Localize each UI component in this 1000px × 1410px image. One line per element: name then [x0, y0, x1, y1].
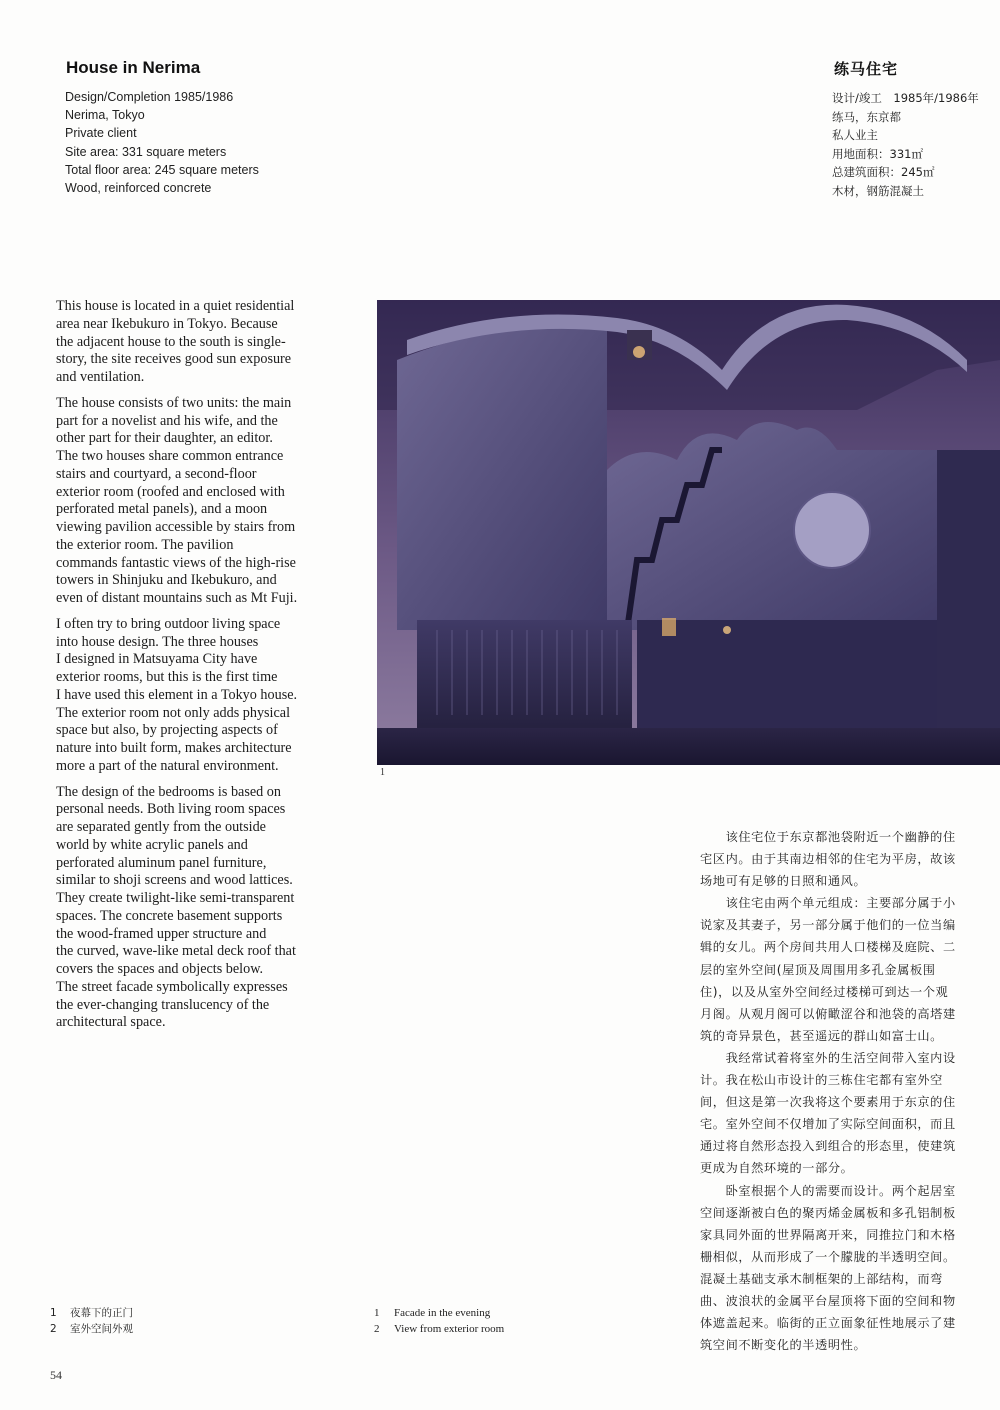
- text-line-cn: 该住宅位于东京都池袋附近一个幽静的住: [700, 830, 956, 844]
- text-line-cn: 体遮盖起来。临街的正立面象征性地展示了建: [700, 1316, 956, 1331]
- text-line-cn: 栅相似，从而形成了一个朦胧的半透明空间。: [700, 1249, 956, 1264]
- spec-location: Nerima, Tokyo: [65, 108, 145, 123]
- project-specs-cn: [832, 89, 979, 201]
- text-line: area near Ikebukuro in Tokyo. Because: [56, 315, 278, 332]
- text-line: world by white acrylic panels and: [56, 836, 248, 853]
- text-line-cn: 辑的女儿。两个房间共用人口楼梯及庭院、二: [700, 940, 956, 955]
- text-line: I have used this element in a Tokyo house.: [56, 686, 298, 703]
- caption-text: Facade in the evening: [394, 1307, 491, 1319]
- captions-cn: [50, 1305, 133, 1337]
- text-line: and ventilation.: [56, 369, 145, 385]
- body-paragraph-en: [56, 616, 356, 776]
- spec-cn-floor-area: 总建筑面积：245㎡: [832, 165, 935, 180]
- text-line: space but also, by projecting aspects of: [56, 722, 278, 739]
- spec-materials: Wood, reinforced concrete: [65, 181, 212, 196]
- text-line-cn: 宅区内。由于其南边相邻的住宅为平房，故该: [700, 852, 956, 867]
- text-line: personal needs. Both living room spaces: [56, 801, 286, 818]
- text-line: more a part of the natural environment.: [56, 757, 279, 774]
- text-line: the ever-changing translucency of the: [56, 996, 270, 1013]
- en-caption: [374, 1321, 504, 1337]
- spec-cn-design-completion: 设计/竣工 1985年/1986年: [832, 91, 979, 105]
- body-text-cn: [700, 826, 1000, 1356]
- text-line: similar to shoji screens and wood lattices.: [56, 872, 293, 889]
- spec-floor-area: Total floor area: 245 square meters: [65, 162, 259, 177]
- project-title-en: House in Nerima: [66, 58, 201, 77]
- caption-number: 1: [374, 1307, 380, 1319]
- text-line: exterior room (roofed and enclosed with: [56, 483, 285, 500]
- spec-client: Private client: [65, 126, 137, 141]
- text-line: exterior rooms, but this is the first time: [56, 669, 278, 685]
- text-line: towers in Shinjuku and Ikebukuro, and: [56, 572, 277, 589]
- text-line: viewing pavilion accessible by stairs from: [56, 519, 296, 535]
- project-specs-en: [65, 88, 259, 197]
- text-line: the exterior room. The pavilion: [56, 536, 234, 553]
- project-title-cn: 练马住宅: [834, 60, 899, 78]
- text-line-cn: 混凝土基础支承木制框架的上部结构，而弯: [700, 1271, 943, 1286]
- text-line: The house consists of two units: the main: [56, 394, 292, 411]
- text-line-cn: 说家及其妻子，另一部分属于他们的一位当编: [700, 918, 956, 933]
- caption-number: 2: [50, 1323, 57, 1335]
- body-paragraph-en: [56, 298, 356, 387]
- text-line: architectural space.: [56, 1014, 166, 1031]
- text-line-cn: 卧室根据个人的需要而设计。两个起居室: [700, 1183, 956, 1198]
- caption-number: 2: [374, 1323, 380, 1335]
- spec-cn-location: 练马，东京都: [832, 109, 901, 124]
- en-caption: [374, 1305, 504, 1321]
- text-line: commands fantastic views of the high-rise: [56, 554, 296, 571]
- text-line: The two houses share common entrance: [56, 448, 284, 464]
- text-line: They create twilight-like semi-transparent: [56, 890, 295, 906]
- text-line-cn: 通过将自然形态投入到组合的形态里，使建筑: [700, 1139, 956, 1154]
- text-line: spaces. The concrete basement supports: [56, 907, 283, 924]
- spec-site-area: Site area: 331 square meters: [65, 144, 227, 159]
- text-line: part for a novelist and his wife, and the: [56, 412, 278, 429]
- text-line: stairs and courtyard, a second-floor: [56, 465, 257, 482]
- body-paragraph-en: [56, 784, 356, 1033]
- body-text-en: [56, 298, 356, 1040]
- cn-caption: [50, 1321, 133, 1337]
- house-facade-illustration: [377, 300, 1000, 765]
- text-line: This house is located in a quiet residential: [56, 298, 295, 314]
- text-line: The design of the bedrooms is based on: [56, 783, 281, 800]
- text-line: story, the site receives good sun exposure: [56, 351, 292, 368]
- text-line-cn: 住)，以及从室外空间经过楼梯可到达一个观: [700, 984, 949, 999]
- text-line: The street facade symbolically expresses: [56, 978, 288, 995]
- caption-text: View from exterior room: [394, 1323, 505, 1335]
- text-line: I designed in Matsuyama City have: [56, 651, 258, 668]
- text-line: I often try to bring outdoor living space: [56, 615, 281, 632]
- text-line-cn: 场地可有足够的日照和通风。: [700, 874, 867, 889]
- text-line: nature into built form, makes architecture: [56, 740, 292, 756]
- text-line: even of distant mountains such as Mt Fuji.: [56, 590, 298, 606]
- text-line: the curved, wave-like metal deck roof that: [56, 943, 296, 960]
- text-line: into house design. The three houses: [56, 633, 259, 650]
- text-line: the wood-framed upper structure and: [56, 925, 267, 942]
- text-line-cn: 家具同外面的世界隔离开来，同推拉门和木格: [700, 1227, 956, 1242]
- caption-number: 1: [50, 1307, 57, 1319]
- text-line: perforated aluminum panel furniture,: [56, 854, 267, 871]
- text-line: covers the spaces and objects below.: [56, 961, 264, 977]
- spec-cn-client: 私人业主: [832, 128, 878, 143]
- body-paragraph-en: [56, 395, 356, 608]
- text-line-cn: 该住宅由两个单元组成：主要部分属于小: [700, 896, 956, 911]
- text-line: The exterior room not only adds physical: [56, 704, 291, 721]
- text-line-cn: 筑的奇异景色，甚至遥远的群山如富士山。: [700, 1028, 943, 1043]
- text-line-cn: 空间逐渐被白色的聚丙烯金属板和多孔铝制板: [700, 1205, 956, 1220]
- text-line-cn: 筑空间不断变化的半透明性。: [700, 1338, 867, 1353]
- page-number: 54: [50, 1368, 62, 1382]
- spec-cn-materials: 木材，钢筋混凝土: [832, 183, 924, 198]
- text-line-cn: 宅。室外空间不仅增加了实际空间面积，而且: [700, 1117, 956, 1132]
- text-line-cn: 层的室外空间(屋顶及周围用多孔金属板围: [700, 962, 936, 977]
- facade-evening-photo: [377, 300, 1000, 765]
- text-line-cn: 间，但这是第一次我将这个要素用于东京的住: [700, 1095, 956, 1110]
- spec-cn-site-area: 用地面积：331㎡: [832, 146, 923, 161]
- text-line-cn: 我经常试着将室外的生活空间带入室内设: [700, 1050, 956, 1065]
- text-line-cn: 月阁。从观月阁可以俯瞰涩谷和池袋的高塔建: [700, 1006, 956, 1021]
- caption-text: 室外空间外观: [70, 1323, 133, 1335]
- cn-caption: [50, 1305, 133, 1321]
- spec-design-completion: Design/Completion 1985/1986: [65, 90, 234, 104]
- captions-en: [374, 1305, 504, 1337]
- text-line: perforated metal panels), and a moon: [56, 501, 268, 518]
- text-line-cn: 更成为自然环境的一部分。: [700, 1161, 854, 1176]
- text-line-cn: 曲、波浪状的金属平台屋顶将下面的空间和物: [700, 1293, 956, 1308]
- text-line-cn: 计。我在松山市设计的三栋住宅都有室外空: [700, 1073, 943, 1088]
- text-line: the adjacent house to the south is single-: [56, 333, 286, 350]
- caption-text: 夜幕下的正门: [70, 1307, 133, 1319]
- text-line: other part for their daughter, an editor.: [56, 430, 273, 447]
- figure-number: 1: [380, 767, 385, 778]
- text-line: are separated gently from the outside: [56, 819, 266, 835]
